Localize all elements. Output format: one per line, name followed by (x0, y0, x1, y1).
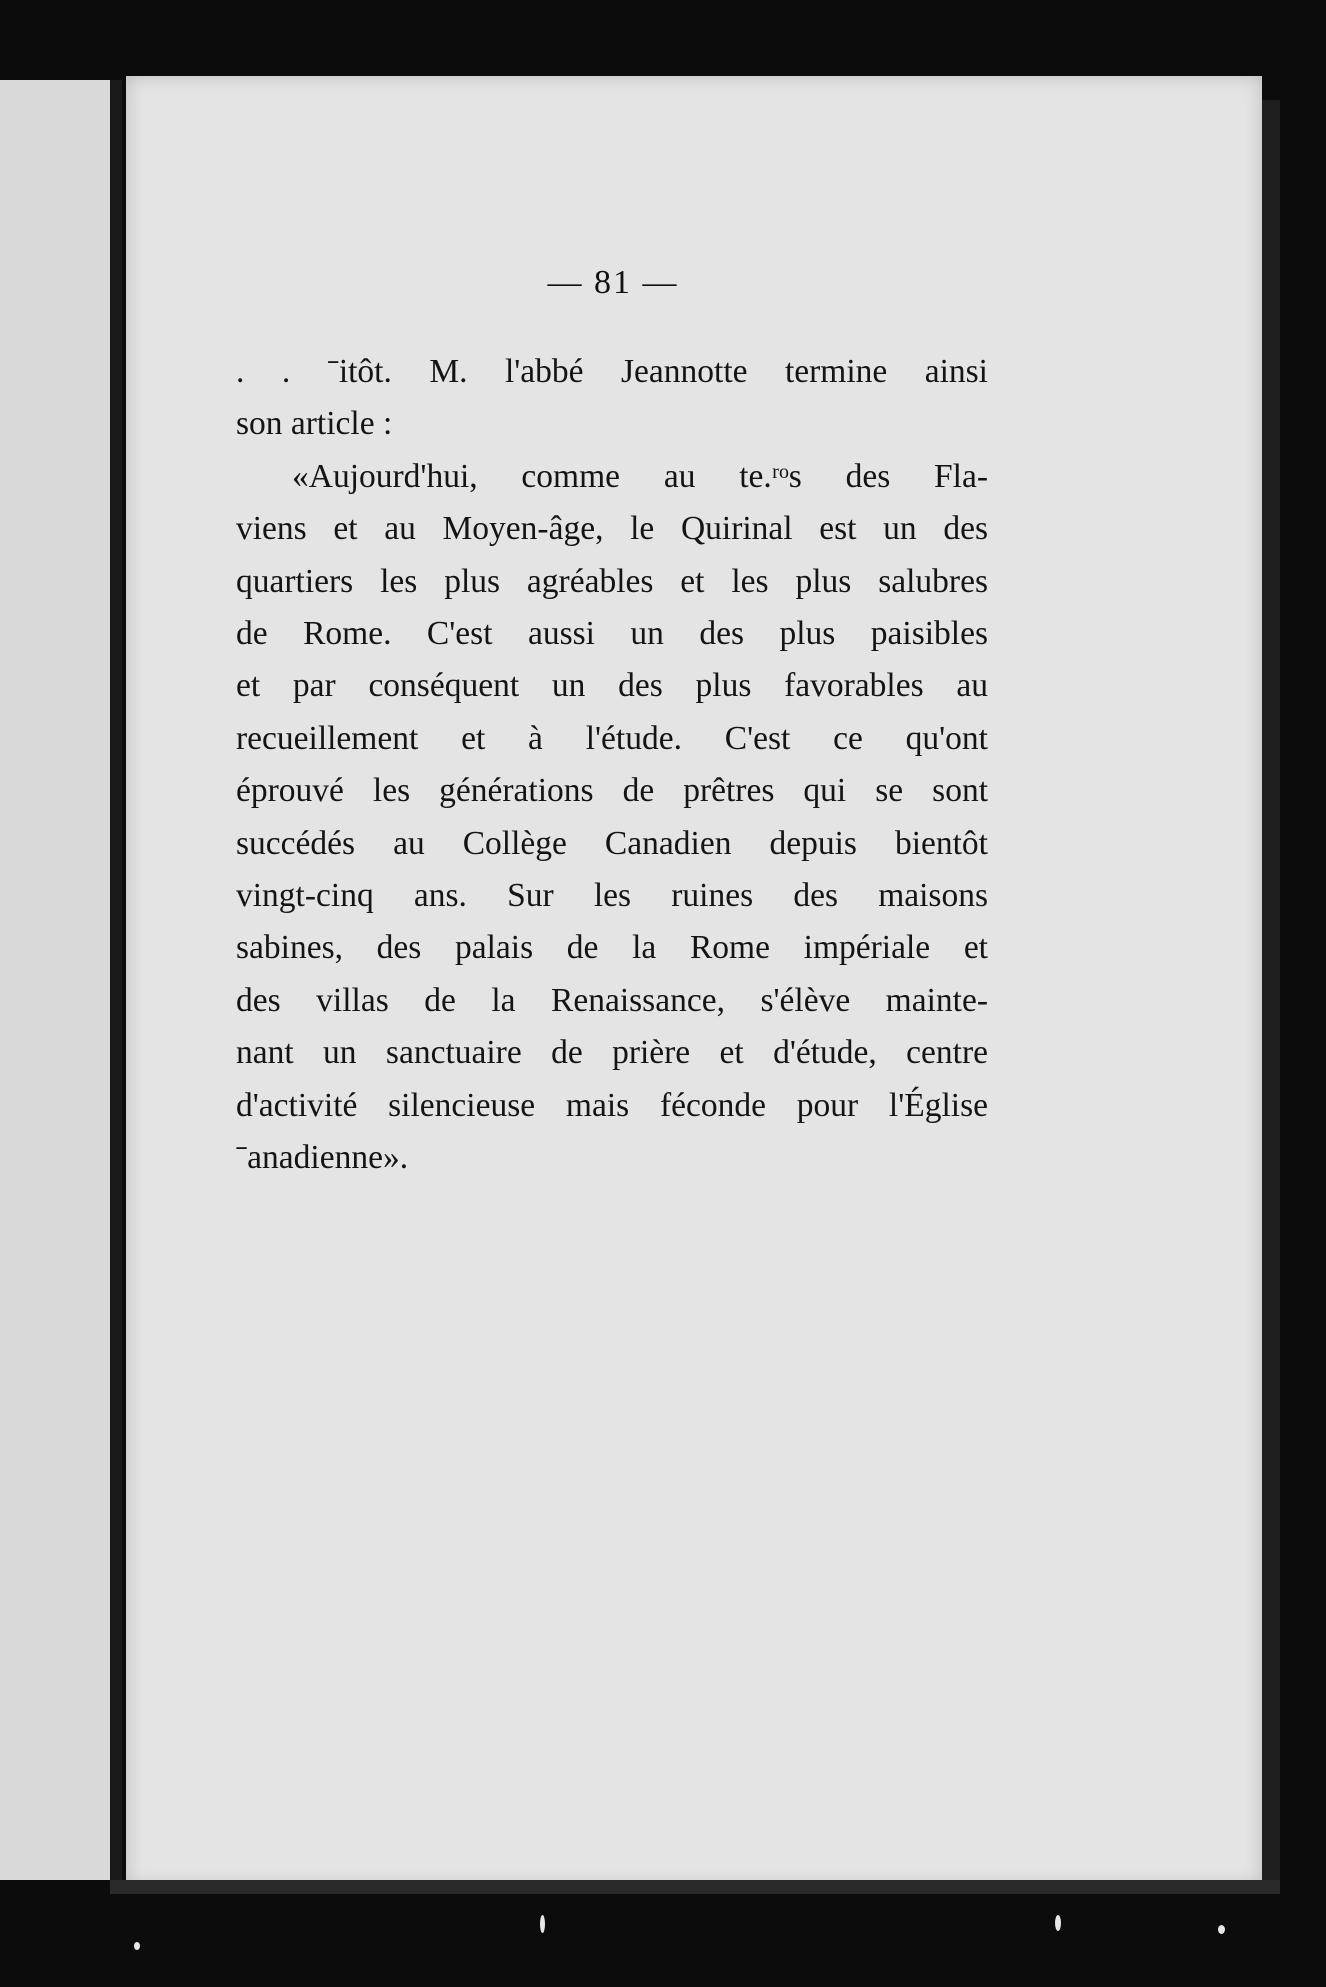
text-line: «Aujourd'hui, comme au te.ʳᵒs des Fla- (292, 457, 988, 495)
scan-speck (1055, 1915, 1061, 1931)
text-line: ˉanadienne». (236, 1139, 409, 1177)
text-line: et par conséquent un des plus favorables au (236, 667, 988, 705)
scan-speck (540, 1915, 545, 1933)
text-line: des villas de la Renaissance, s'élève mainte- (236, 981, 988, 1019)
text-line: nant un sanctuaire de prière et d'étude, centre (236, 1034, 988, 1072)
text-line: quartiers les plus agréables et les plus salubres (236, 562, 988, 600)
text-line: d'activité silencieuse mais féconde pour l'Église (236, 1086, 988, 1124)
scan-speck (134, 1942, 140, 1950)
gutter-shadow (110, 80, 122, 1880)
text-line: viens et au Moyen-âge, le Quirinal est un des (236, 510, 988, 548)
text-line: vingt-cinq ans. Sur les ruines des maisons (236, 877, 988, 915)
text-line: de Rome. C'est aussi un des plus paisibles (236, 615, 988, 653)
text-line: sabines, des palais de la Rome impériale et (236, 929, 988, 967)
page-bottom-edge (110, 1880, 1280, 1894)
text-line: éprouvé les générations de prêtres qui se sont (236, 772, 988, 810)
page-right-edge (1262, 100, 1280, 1880)
body-text (236, 346, 988, 1185)
left-page-sliver (0, 80, 118, 1880)
page-number: — 81 — (547, 264, 679, 301)
text-line: succédés au Collège Canadien depuis bientôt (236, 824, 988, 862)
text-line: . . ˉitôt. M. l'abbé Jeannotte termine ainsi (236, 353, 988, 390)
text-line: son article : (236, 405, 393, 443)
text-line: recueillement et à l'étude. C'est ce qu'ont (236, 719, 988, 757)
scan-speck (1218, 1925, 1225, 1934)
